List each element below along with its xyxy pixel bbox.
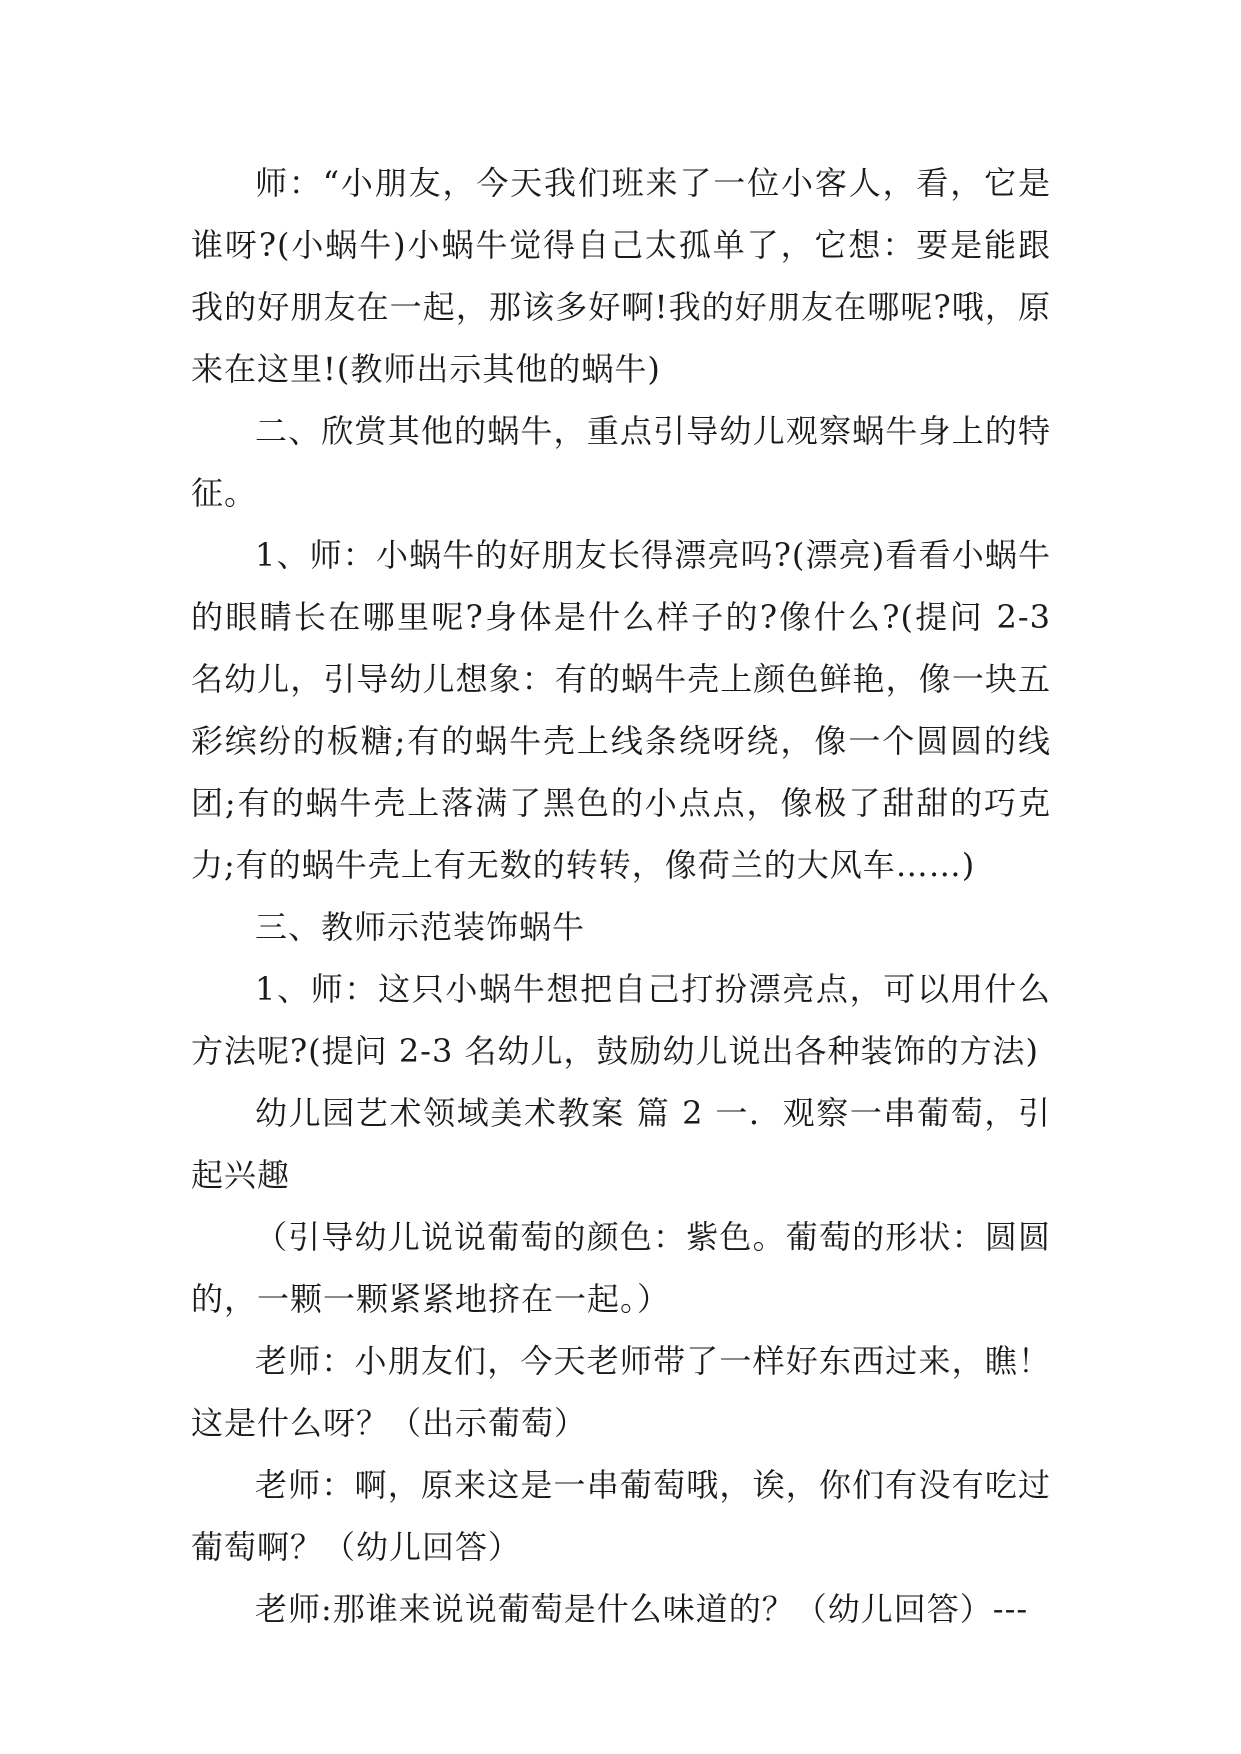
paragraph-teacher-eaten-grapes: 老师：啊，原来这是一串葡萄哦，诶，你们有没有吃过葡萄啊？（幼儿回答） bbox=[191, 1466, 1051, 1566]
paragraph-decorate-methods: 1、师：这只小蜗牛想把自己打扮漂亮点，可以用什么方法呢?(提问 2-3 名幼儿，鼓励幼儿说出各种装饰的方法) bbox=[191, 970, 1051, 1070]
paragraph-intro-snail: 师：“小朋友，今天我们班来了一位小客人，看，它是谁呀?(小蜗牛)小蜗牛觉得自己太孤单了，它想：要是能跟我的好朋友在一起，那该多好啊!我的好朋友在哪呢?哦，原来在这里!(教师出示其他的蜗牛) bbox=[191, 164, 1051, 388]
paragraph-grape-description: （引导幼儿说说葡萄的颜色：紫色。葡萄的形状：圆圆的，一颗一颗紧紧地挤在一起。） bbox=[191, 1218, 1051, 1318]
paragraph-section-two-heading: 二、欣赏其他的蜗牛，重点引导幼儿观察蜗牛身上的特征。 bbox=[191, 412, 1051, 512]
paragraph-section-three-heading: 三、教师示范装饰蜗牛 bbox=[255, 908, 586, 946]
paragraph-teacher-grape-taste: 老师:那谁来说说葡萄是什么味道的？（幼儿回答）--- bbox=[255, 1590, 1029, 1628]
document-body bbox=[191, 152, 1051, 1640]
paragraph-snail-friends: 1、师：小蜗牛的好朋友长得漂亮吗?(漂亮)看看小蜗牛的眼睛长在哪里呢?身体是什么样子的?像什么?(提问 2-3 名幼儿，引导幼儿想象：有的蜗牛壳上颜色鲜艳，像一块五彩缤纷的板糖;有的蜗牛壳上线条绕呀绕，像一个圆圆的线团;有的蜗牛壳上落满了黑色的小点点，像极了甜甜的巧克力;有的蜗牛壳上有无数的转转，像荷兰的大风车……) bbox=[191, 536, 1051, 884]
paragraph-teacher-show-grapes: 老师：小朋友们，今天老师带了一样好东西过来，瞧！这是什么呀？（出示葡萄） bbox=[191, 1342, 1051, 1442]
paragraph-lesson-two-title: 幼儿园艺术领域美术教案 篇 2 一．观察一串葡萄，引起兴趣 bbox=[191, 1094, 1051, 1194]
